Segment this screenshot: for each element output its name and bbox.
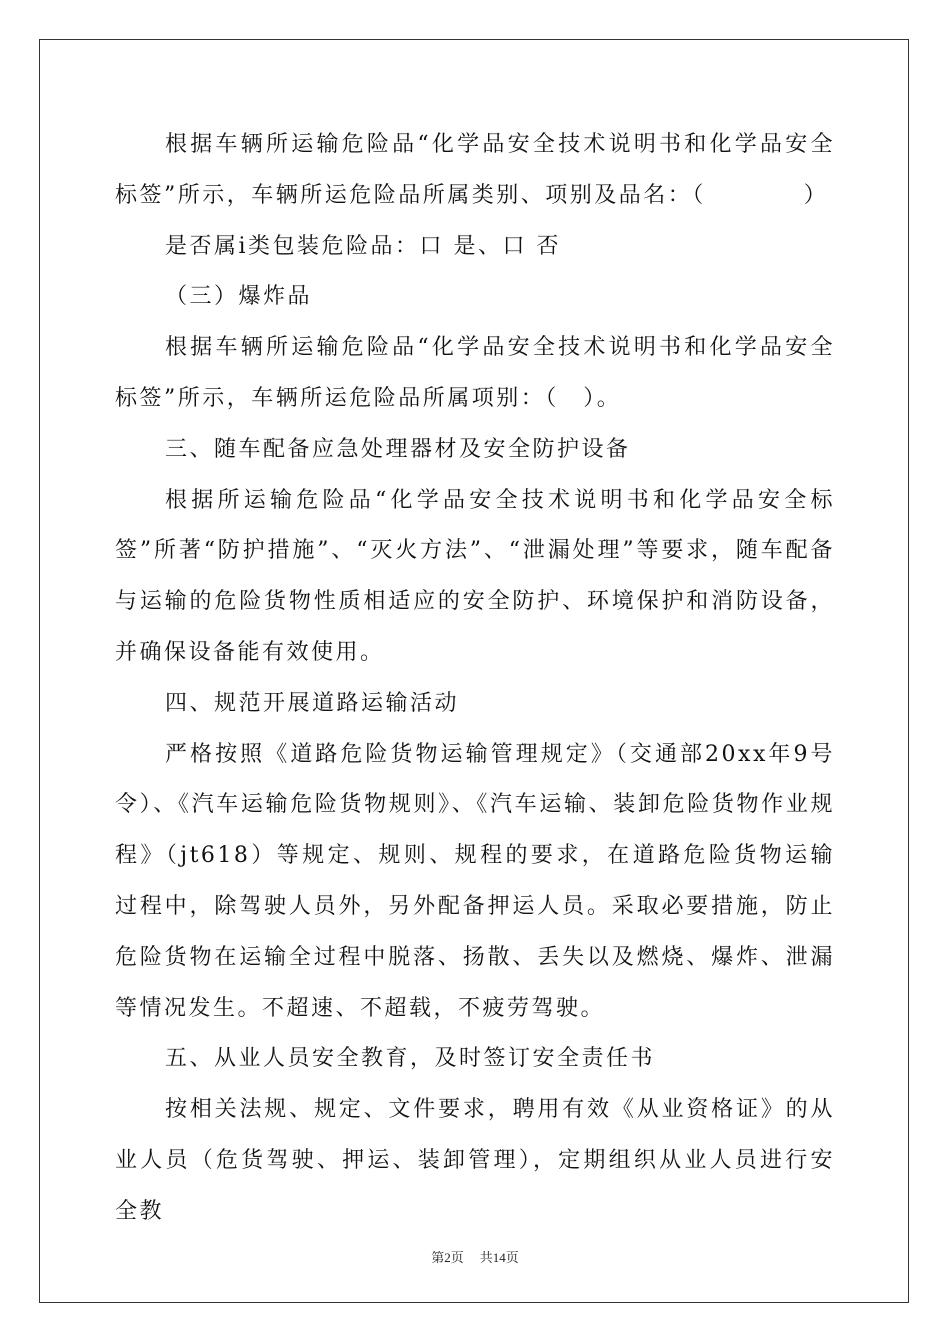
page-total: 共14页	[479, 1250, 519, 1265]
paragraph-staff-education: 按相关法规、规定、文件要求，聘用有效《从业资格证》的从业人员（危货驾驶、押运、装卸管理），定期组织从业人员进行安全教	[115, 1097, 835, 1224]
paragraph-label-info: 根据车辆所运输危险品“化学品安全技术说明书和化学品安全标签”所示，车辆所运危险品所属类别、项别及品名：（ ）	[115, 132, 835, 208]
page-number: 第2页	[431, 1250, 464, 1265]
document-body	[115, 120, 835, 1238]
section-heading-4: 四、规范开展道路运输活动	[165, 690, 460, 716]
page-footer	[0, 1247, 950, 1266]
section-heading-explosives: （三）爆炸品	[165, 284, 313, 310]
paragraph-explosive-class: 根据车辆所运输危险品“化学品安全技术说明书和化学品安全标签”所示，车辆所运危险品所属项别：（ ）。	[115, 335, 835, 411]
paragraph-regulations: 严格按照《道路危险货物运输管理规定》（交通部20xx年9号令）、《汽车运输危险货物规则》、《汽车运输、装卸危险货物作业规程》（jt618）等规定、规则、规程的要求，在道路危险货物运输过程中，除驾驶人员外，另外配备押运人员。采取必要措施，防止危险货物在运输全过程中脱落、扬散、丢失以及燃烧、爆炸、泄漏等情况发生。不超速、不超载，不疲劳驾驶。	[115, 741, 835, 1021]
paragraph-package-class: 是否属ⅰ类包装危险品：口 是、口 否	[165, 233, 562, 259]
paragraph-equipment: 根据所运输危险品“化学品安全技术说明书和化学品安全标签”所著“防护措施”、“灭火方法”、“泄漏处理”等要求，随车配备与运输的危险货物性质相适应的安全防护、环境保护和消防设备，并确保设备能有效使用。	[115, 487, 835, 665]
section-heading-3: 三、随车配备应急处理器材及安全防护设备	[165, 436, 631, 462]
section-heading-5: 五、从业人员安全教育，及时签订安全责任书	[165, 1046, 656, 1072]
